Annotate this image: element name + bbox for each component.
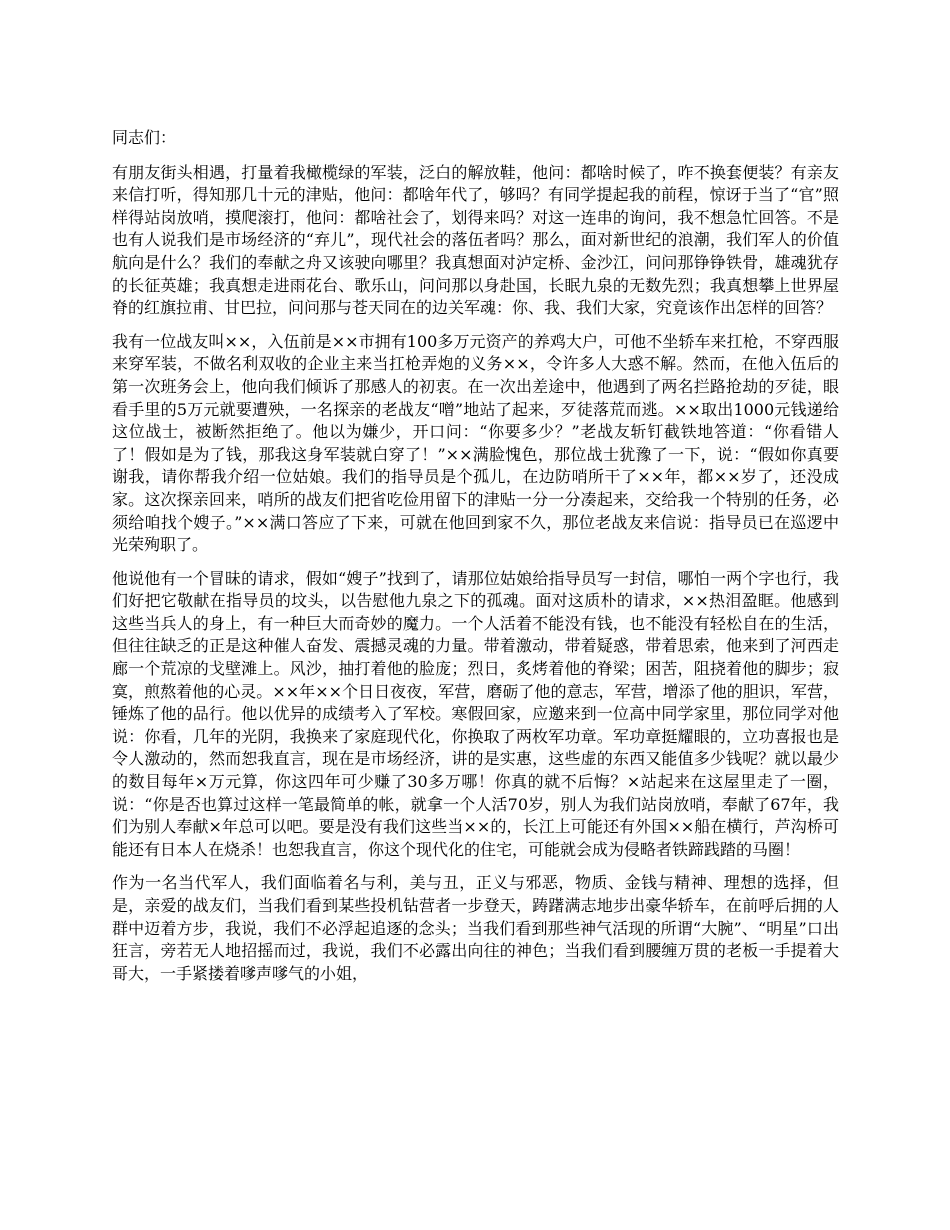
document-body bbox=[112, 127, 839, 996]
salutation: 同志们： bbox=[112, 128, 177, 147]
paragraph-4: 作为一名当代军人，我们面临着名与利，美与丑，正义与邪恶，物质、金钱与精神、理想的选择，但是，亲爱的战友们，当我们看到某些投机钻营者一步登天，踌躇满志地步出豪华轿车，在前呼后拥的人群中迈着方步，我说，我们不必浮起追逐的念头；当我们看到那些神气活现的所谓“大腕”、“明星”口出狂言，旁若无人地招摇而过，我说，我们不必露出向往的神色；当我们看到腰缠万贯的老板一手提着大哥大，一手紧搂着嗲声嗲气的小姐， bbox=[112, 873, 839, 983]
paragraph-3: 他说他有一个冒昧的请求，假如“嫂子”找到了，请那位姑娘给指导员写一封信，哪怕一两个字也行，我们好把它敬献在指导员的坟头，以告慰他九泉之下的孤魂。面对这质朴的请求，××热泪盈眶。他感到这些当兵人的身上，有一种巨大而奇妙的魔力。一个人活着不能没有钱，也不能没有轻松自在的生活，但往往缺乏的正是这种催人奋发、震撼灵魂的力量。带着激动，带着疑惑，带着思索，他来到了河西走廊一个荒凉的戈壁滩上。风沙，抽打着他的脸庞；烈日，炙烤着他的脊梁；困苦，阻挠着他的脚步；寂寞，煎熬着他的心灵。××年××个日日夜夜，军营，磨砺了他的意志，军营，增添了他的胆识，军营，锤炼了他的品行。他以优异的成绩考入了军校。寒假回家，应邀来到一位高中同学家里，那位同学对他说：你看，几年的光阴，我换来了家庭现代化，你换取了两枚军功章。军功章挺耀眼的，立功喜报也是令人激动的，然而恕我直言，现在是市场经济，讲的是实惠，这些虚的东西又能值多少钱呢？就以最少的数目每年×万元算，你这四年可少赚了30多万哪！你真的就不后悔？×站起来在这屋里走了一圈，说：“你是否也算过这样一笔最简单的帐，就拿一个人活70岁，别人为我们站岗放哨，奉献了67年，我们为别人奉献×年总可以吧。要是没有我们这些当××的，长江上可能还有外国××船在横行，芦沟桥可能还有日本人在烧杀！也恕我直言，你这个现代化的住宅，可能就会成为侵略者铁蹄践踏的马圈！ bbox=[112, 568, 839, 859]
paragraph-1: 有朋友街头相遇，打量着我橄榄绿的军装，泛白的解放鞋，他问：都啥时候了，咋不换套便装？有亲友来信打听，得知那几十元的津贴，他问：都啥年代了，够吗？有同学提起我的前程，惊讶于当了“官”照样得站岗放哨，摸爬滚打，他问：都啥社会了，划得来吗？对这一连串的询问，我不想急忙回答。不是也有人说我们是市场经济的“弃儿”，现代社会的落伍者吗？那么，面对新世纪的浪潮，我们军人的价值航向是什么？我们的奉献之舟又该驶向哪里？我真想面对泸定桥、金沙江，问问那铮铮铁骨，雄魂犹存的长征英雄；我真想走进雨花台、歌乐山，问问那以身赴国，长眠九泉的无数先烈；我真想攀上世界屋脊的红旗拉甫、甘巴拉，问问那与苍天同在的边关军魂：你、我、我们大家，究竟该作出怎样的回答？ bbox=[112, 162, 839, 318]
paragraph-2: 我有一位战友叫××，入伍前是××市拥有100多万元资产的养鸡大户，可他不坐轿车来扛枪，不穿西服来穿军装，不做名利双收的企业主来当扛枪弄炮的义务××，令许多人大惑不解。然而，在他入伍后的第一次班务会上，他向我们倾诉了那感人的初衷。在一次出差途中，他遇到了两名拦路抢劫的歹徒，眼看手里的5万元就要遭殃，一名探亲的老战友“噌”地站了起来，歹徒落荒而逃。××取出1000元钱递给这位战士，被断然拒绝了。他以为嫌少，开口问：“你要多少？”老战友斩钉截铁地答道：“你看错人了！假如是为了钱，那我这身军装就白穿了！”××满脸愧色，那位战士犹豫了一下，说：“假如你真要谢我，请你帮我介绍一位姑娘。我们的指导员是个孤儿，在边防哨所干了××年，都××岁了，还没成家。这次探亲回来，哨所的战友们把省吃俭用留下的津贴一分一分凑起来，交给我一个特别的任务，必须给咱找个嫂子。”××满口答应了下来，可就在他回到家不久，那位老战友来信说：指导员已在巡逻中光荣殉职了。 bbox=[112, 331, 839, 555]
